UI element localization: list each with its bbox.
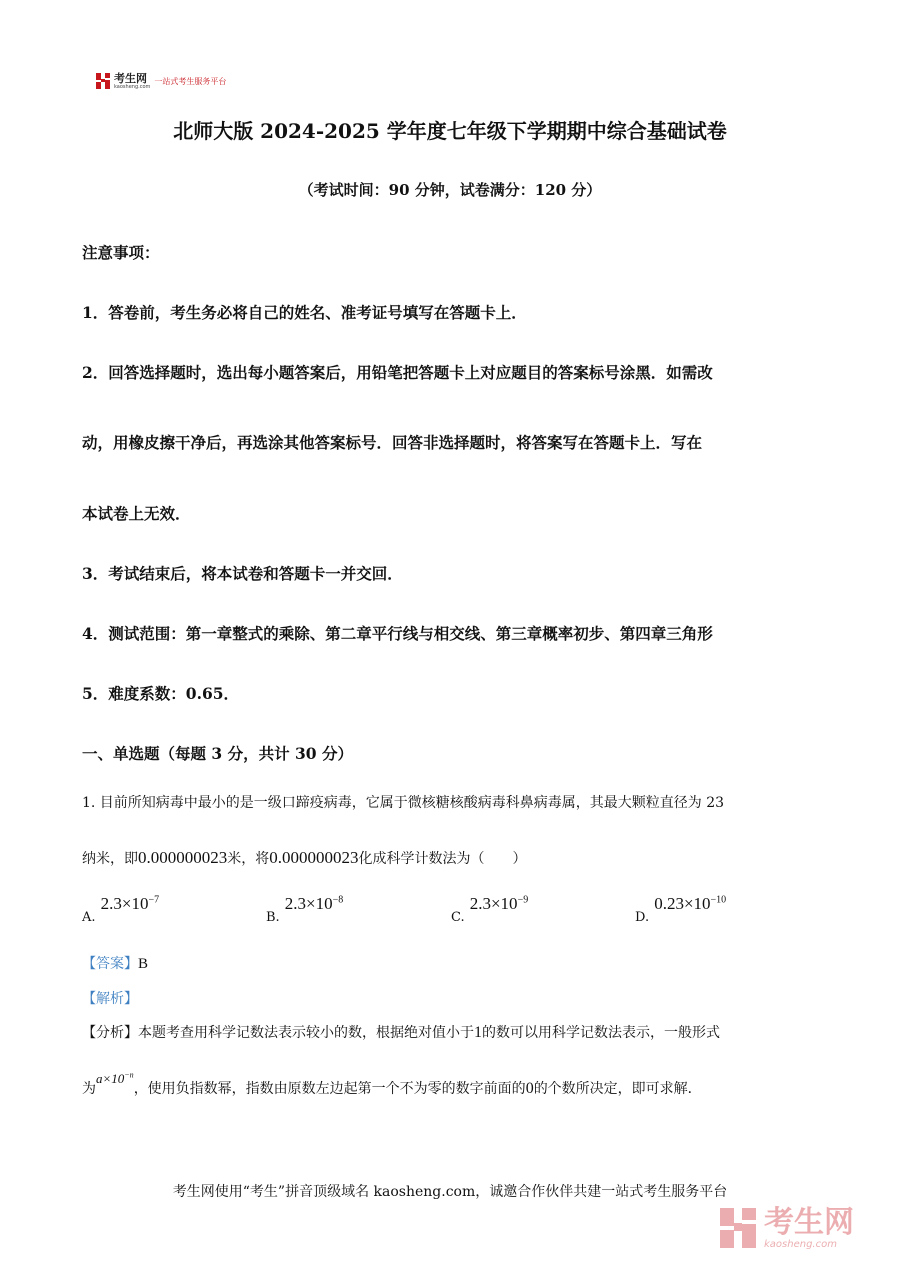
question-1-line-1: 1. 目前所知病毒中最小的是一级口蹄疫病毒，它属于微核糖核酸病毒科鼻病毒属，其最大颗粒直径为 23 [82, 795, 725, 811]
option-value: $0.23\times 10^{-10}$ [654, 894, 727, 913]
logo-domain: kaosheng.com [114, 83, 151, 90]
option-letter: A. [82, 910, 96, 925]
option-value: $2.3\times 10^{-8}$ [284, 894, 344, 913]
page-footer: 考生网使用“考生”拼音顶级域名 kaosheng.com，诚邀合作伙伴共建一站式考生服务平台 [172, 1184, 728, 1200]
analysis-line-1: 【分析】本题考查用科学记数法表示较小的数，根据绝对值小于1的数可以用科学记数法表示，一般形式 [82, 1024, 720, 1041]
note-item-2-line-1: 2．回答选择题时，选出每小题答案后，用铅笔把答题卡上对应题目的答案标号涂黑．如需改 [82, 363, 713, 382]
note-item-1: 1．答卷前，考生务必将自己的姓名、准考证号填写在答题卡上． [82, 303, 527, 322]
option-value: $2.3\times 10^{-9}$ [469, 894, 529, 913]
kaosheng-watermark-icon [718, 1206, 758, 1250]
page-title: 北师大版 2024-2025 学年度七年级下学期期中综合基础试卷 [173, 119, 727, 143]
q1-text-a: 纳米，即 [82, 851, 138, 867]
analysis-form: $a\times 10^{-n}$ [96, 1070, 134, 1086]
notes-heading: 注意事项： [82, 243, 160, 262]
note-item-3: 3．考试结束后，将本试卷和答题卡一并交回． [82, 564, 403, 583]
option-a [82, 894, 160, 925]
analysis-label: 【解析】 [82, 991, 138, 1007]
answer-line [82, 953, 148, 973]
watermark-name: 考生网 [764, 1204, 854, 1240]
note-item-4: 4．测试范围：第一章整式的乘除、第二章平行线与相交线、第三章概率初步、第四章三角形 [82, 624, 713, 643]
answer-label: 【答案】 [82, 956, 138, 972]
option-d [635, 894, 727, 925]
option-b [266, 894, 344, 925]
q1-text-b: 米，将 [227, 851, 270, 867]
section-heading: 一、单选题（每题 3 分，共计 30 分） [82, 744, 353, 763]
note-item-5: 5．难度系数：0.65． [82, 684, 240, 703]
option-letter: D. [635, 910, 650, 925]
logo-name: 考生网 [114, 71, 147, 85]
note-item-2-line-3: 本试卷上无效． [82, 504, 191, 523]
question-1-line-2 [82, 848, 527, 868]
watermark [718, 1206, 854, 1250]
option-letter: C. [451, 910, 465, 925]
header-logo [95, 72, 226, 90]
answer-value: B [138, 956, 149, 972]
logo-text [114, 73, 150, 90]
logo-slogan: 一站式考生服务平台 [154, 76, 227, 86]
option-value: $2.3\times 10^{-7}$ [100, 894, 160, 913]
kaosheng-logo-icon [95, 72, 111, 90]
q1-text-c: 化成科学计数法为（ ） [358, 851, 527, 867]
note-item-2-line-2: 动，用橡皮擦干净后，再选涂其他答案标号．回答非选择题时，将答案写在答题卡上．写在 [82, 433, 703, 452]
watermark-domain: kaosheng.com [764, 1238, 837, 1250]
option-letter: B. [266, 910, 280, 925]
q1-number-2: 0.000000023 [269, 848, 359, 867]
analysis-line-2: 为$a\times 10^{-n}$，使用负指数幂，指数由原数左边起第一个不为零的数字前面的0的个数所决定，即可求解． [82, 1070, 702, 1097]
option-c [451, 894, 529, 925]
q1-number-1: 0.000000023 [138, 848, 228, 867]
exam-info: （考试时间：90 分钟，试卷满分：120 分） [298, 181, 602, 199]
